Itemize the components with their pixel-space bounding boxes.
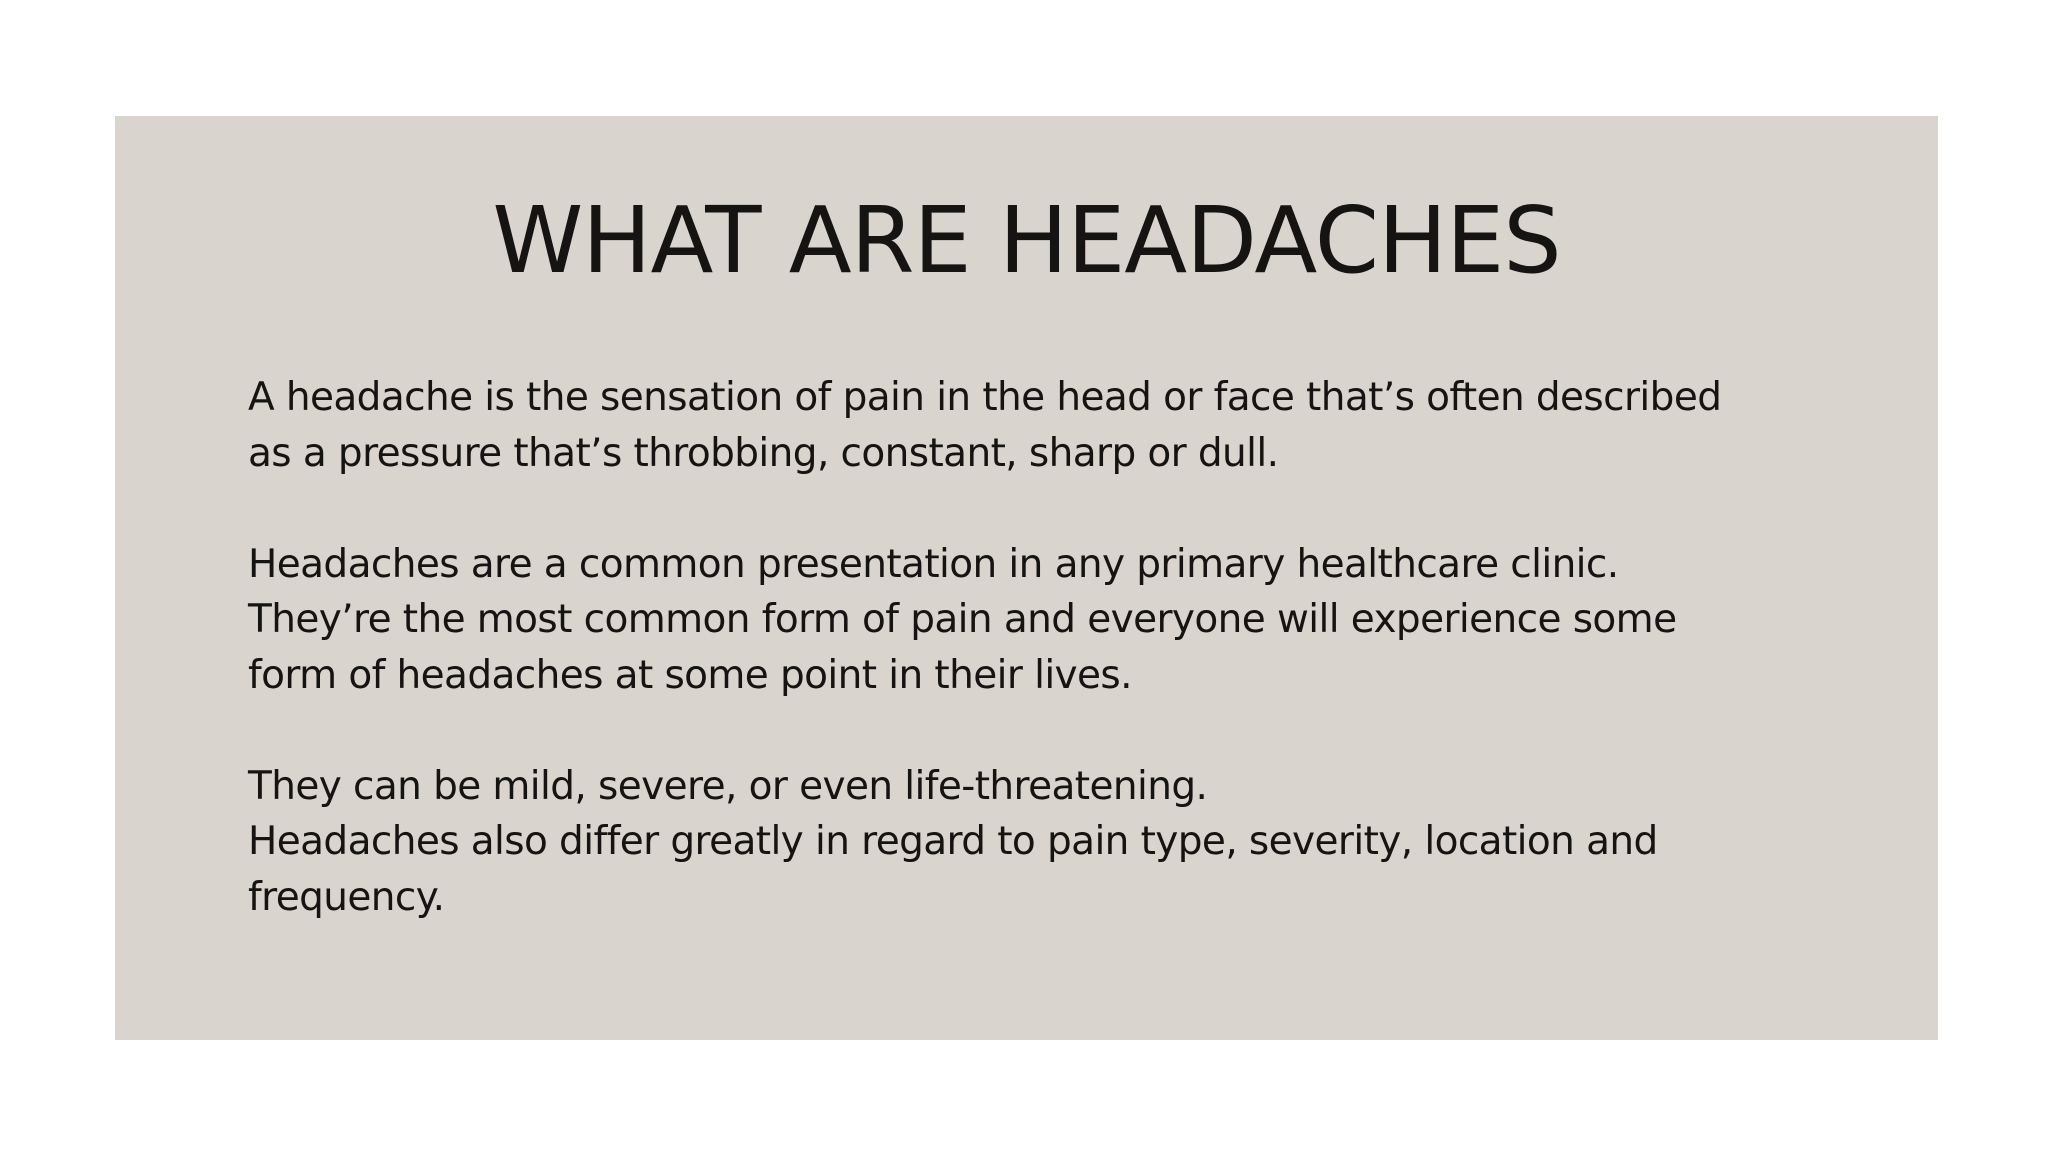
paragraph-prevalence: Headaches are a common presentation in any primary healthcare clinic. They’re the most common form of pain and everyone will experience some form of headaches at some point in their lives. [248, 541, 1677, 698]
slide-title: WHAT ARE HEADACHES [492, 187, 1561, 294]
paragraph-definition: A headache is the sensation of pain in the head or face that’s often described as a pressure that’s throbbing, constant, sharp or dull. [248, 375, 1722, 476]
paragraph-severity: They can be mild, severe, or even life-threatening. Headaches also differ greatly in regard to pain type, severity, location and frequency. [248, 763, 1658, 920]
content-panel [115, 116, 1938, 1040]
slide-body [248, 370, 1848, 925]
